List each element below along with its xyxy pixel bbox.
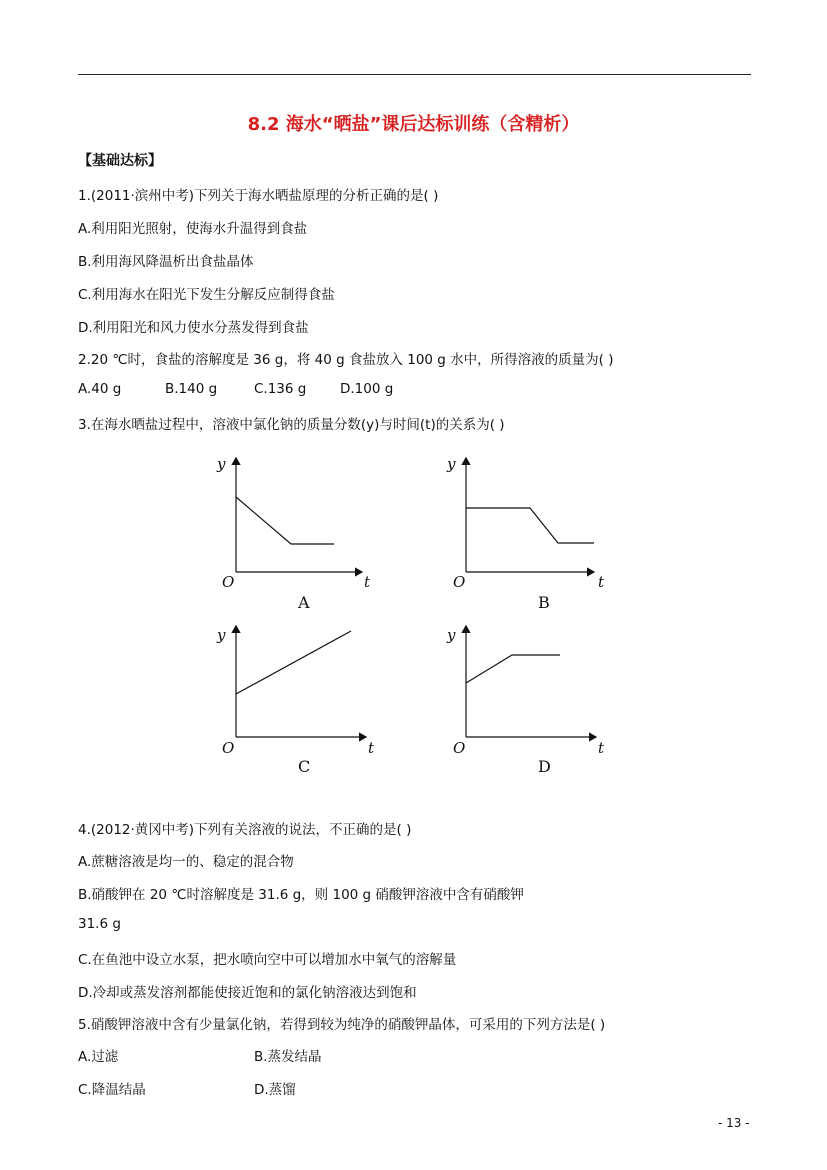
q2-stem: 2.20 ℃时，食盐的溶解度是 36 g，将 40 g 食盐放入 100 g 水中，所得溶液的质量为( ) [78,352,614,368]
graph-a-origin: O [222,573,235,591]
q2-option-a: A.40 g [78,381,122,397]
graph-d-curve [466,655,560,683]
graph-d-y-label: y [447,626,456,644]
graph-a-curve [236,497,334,544]
graph-c [216,626,375,776]
graph-c-origin: O [222,739,235,757]
q1-option-c: C.利用海水在阳光下发生分解反应制得食盐 [78,287,335,303]
graph-b-x-label: t [598,573,605,591]
q1-stem: 1.(2011·滨州中考)下列关于海水晒盐原理的分析正确的是( ) [78,188,439,204]
graph-b-origin: O [453,573,466,591]
graph-c-caption: C [298,757,311,776]
graph-c-curve [236,631,351,694]
q5-option-a: A.过滤 [78,1049,119,1065]
q5-option-c: C.降温结晶 [78,1082,146,1098]
q4-option-b-line1: B.硝酸钾在 20 ℃时溶解度是 31.6 g，则 100 g 硝酸钾溶液中含有硝酸钾 [78,887,524,903]
graph-b-y-label: y [447,455,456,473]
graph-a-caption: A [298,593,310,612]
graph-b-curve [466,508,594,543]
q1-option-a: A.利用阳光照射，使海水升温得到食盐 [78,221,308,237]
q5-stem: 5.硝酸钾溶液中含有少量氯化钠，若得到较为纯净的硝酸钾晶体，可采用的下列方法是( ) [78,1017,606,1033]
page-title: 8.2 海水“晒盐”课后达标训练（含精析） [247,114,580,135]
graph-a-x-label: t [364,573,371,591]
graph-a [216,455,371,612]
q2-option-b: B.140 g [165,381,218,397]
graph-b [446,455,605,612]
page-number: - 13 - [718,1116,750,1130]
q1-option-d: D.利用阳光和风力使水分蒸发得到食盐 [78,320,309,336]
graph-d-x-label: t [598,739,605,757]
q2-option-c: C.136 g [254,381,307,397]
q4-option-a: A.蔗糖溶液是均一的、稳定的混合物 [78,854,294,870]
graph-c-x-label: t [368,739,375,757]
graph-d-origin: O [453,739,466,757]
q3-stem: 3.在海水晒盐过程中，溶液中氯化钠的质量分数(y)与时间(t)的关系为( ) [78,417,505,433]
graph-a-y-label: y [217,455,226,473]
q2-option-d: D.100 g [340,381,394,397]
q1-option-b: B.利用海风降温析出食盐晶体 [78,254,254,270]
graph-d-caption: D [538,757,551,776]
graph-b-caption: B [538,593,550,612]
q4-option-c: C.在鱼池中设立水泵，把水喷向空中可以增加水中氧气的溶解量 [78,952,457,968]
q4-stem: 4.(2012·黄冈中考)下列有关溶液的说法，不正确的是( ) [78,822,412,838]
graph-c-y-label: y [217,626,226,644]
q5-option-d: D.蒸馏 [254,1082,296,1098]
q4-option-d: D.冷却或蒸发溶剂都能使接近饱和的氯化钠溶液达到饱和 [78,985,417,1001]
q5-option-b: B.蒸发结晶 [254,1049,322,1065]
graph-d [446,626,605,776]
q4-option-b-line2: 31.6 g [78,916,121,932]
section-heading: 【基础达标】 [78,153,162,169]
